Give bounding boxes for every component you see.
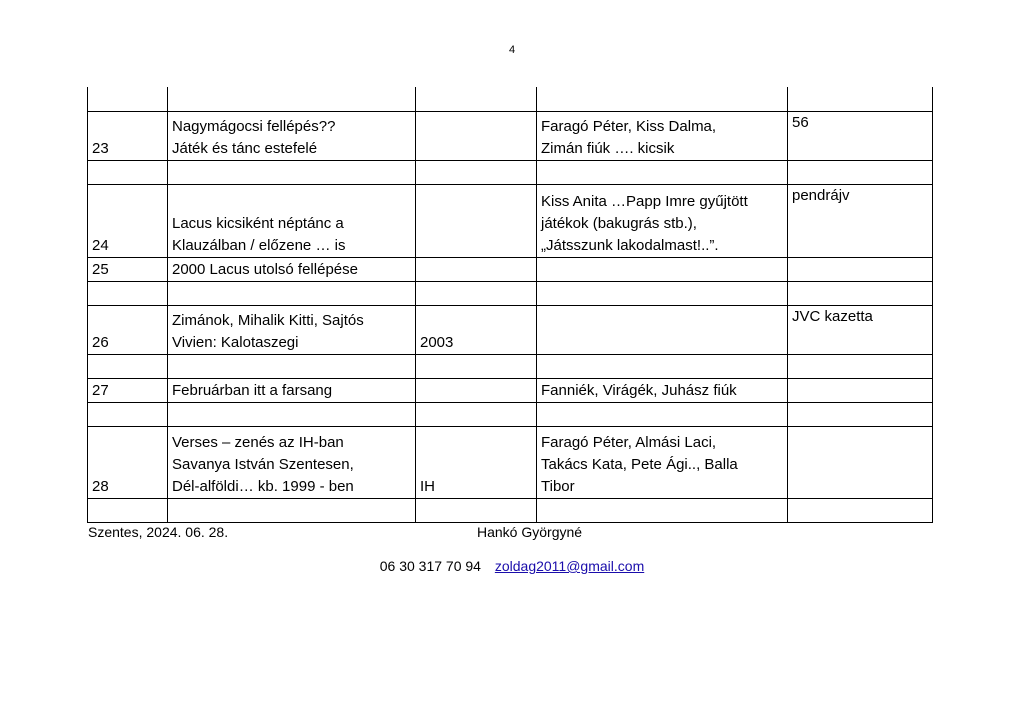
repertoire-table (87, 87, 933, 523)
cell-media (788, 160, 933, 184)
email-link[interactable]: zoldag2011@gmail.com (494, 558, 645, 574)
cell-title (168, 402, 416, 426)
cell-people (537, 160, 788, 184)
cell-title: Zimánok, Mihalik Kitti, Sajtós Vivien: Kalotaszegi (168, 305, 416, 354)
table-row (88, 281, 933, 305)
table-row (88, 160, 933, 184)
cell-number: 27 (88, 378, 168, 402)
cell-media: JVC kazetta (788, 305, 933, 354)
cell-year (416, 184, 537, 257)
table-row (88, 378, 933, 402)
cell-people (537, 305, 788, 354)
cell-number: 24 (88, 184, 168, 257)
cell-number (88, 402, 168, 426)
cell-title (168, 354, 416, 378)
cell-number (88, 87, 168, 111)
cell-people (537, 281, 788, 305)
cell-year (416, 160, 537, 184)
table-row (88, 111, 933, 160)
cell-people (537, 402, 788, 426)
table-row (88, 426, 933, 498)
cell-title: Februárban itt a farsang (168, 378, 416, 402)
table-row (88, 257, 933, 281)
cell-media (788, 378, 933, 402)
cell-year (416, 354, 537, 378)
cell-media (788, 402, 933, 426)
cell-title (168, 498, 416, 522)
cell-year (416, 87, 537, 111)
cell-year (416, 257, 537, 281)
cell-title (168, 160, 416, 184)
cell-media: 56 (788, 111, 933, 160)
page-number: 4 (508, 44, 516, 56)
table-row (88, 305, 933, 354)
cell-media (788, 354, 933, 378)
cell-people: Faragó Péter, Almási Laci, Takács Kata, Pete Ági.., Balla Tibor (537, 426, 788, 498)
table-row (88, 402, 933, 426)
phone-number: 06 30 317 70 94 (379, 558, 481, 574)
cell-year: IH (416, 426, 537, 498)
table-row (88, 498, 933, 522)
cell-people (537, 498, 788, 522)
cell-year (416, 498, 537, 522)
cell-number: 28 (88, 426, 168, 498)
cell-year (416, 111, 537, 160)
cell-people (537, 257, 788, 281)
cell-title: Lacus kicsiként néptánc a Klauzálban / előzene … is (168, 184, 416, 257)
contact-line (0, 558, 1024, 574)
place-and-date: Szentes, 2024. 06. 28. (88, 524, 229, 540)
cell-people: Faragó Péter, Kiss Dalma, Zimán fiúk …. kicsik (537, 111, 788, 160)
cell-media (788, 426, 933, 498)
cell-year: 2003 (416, 305, 537, 354)
cell-number (88, 354, 168, 378)
cell-number (88, 160, 168, 184)
cell-number (88, 281, 168, 305)
cell-year (416, 378, 537, 402)
cell-people (537, 354, 788, 378)
cell-media (788, 498, 933, 522)
cell-title: Verses – zenés az IH-ban Savanya István Szentesen, Dél-alföldi… kb. 1999 - ben (168, 426, 416, 498)
cell-title: Nagymágocsi fellépés?? Játék és tánc estefelé (168, 111, 416, 160)
cell-people (537, 87, 788, 111)
table-row (88, 184, 933, 257)
cell-number: 26 (88, 305, 168, 354)
author-name: Hankó Györgyné (477, 524, 583, 540)
cell-number: 25 (88, 257, 168, 281)
cell-media (788, 257, 933, 281)
cell-people: Fanniék, Virágék, Juhász fiúk (537, 378, 788, 402)
table-row (88, 87, 933, 111)
cell-year (416, 281, 537, 305)
table-row (88, 354, 933, 378)
cell-title (168, 87, 416, 111)
cell-title (168, 281, 416, 305)
cell-media (788, 281, 933, 305)
cell-people: Kiss Anita …Papp Imre gyűjtött játékok (bakugrás stb.), „Játsszunk lakodalmast!..”. (537, 184, 788, 257)
cell-number: 23 (88, 111, 168, 160)
cell-title: 2000 Lacus utolsó fellépése (168, 257, 416, 281)
cell-media (788, 87, 933, 111)
cell-year (416, 402, 537, 426)
cell-media: pendrájv (788, 184, 933, 257)
cell-number (88, 498, 168, 522)
